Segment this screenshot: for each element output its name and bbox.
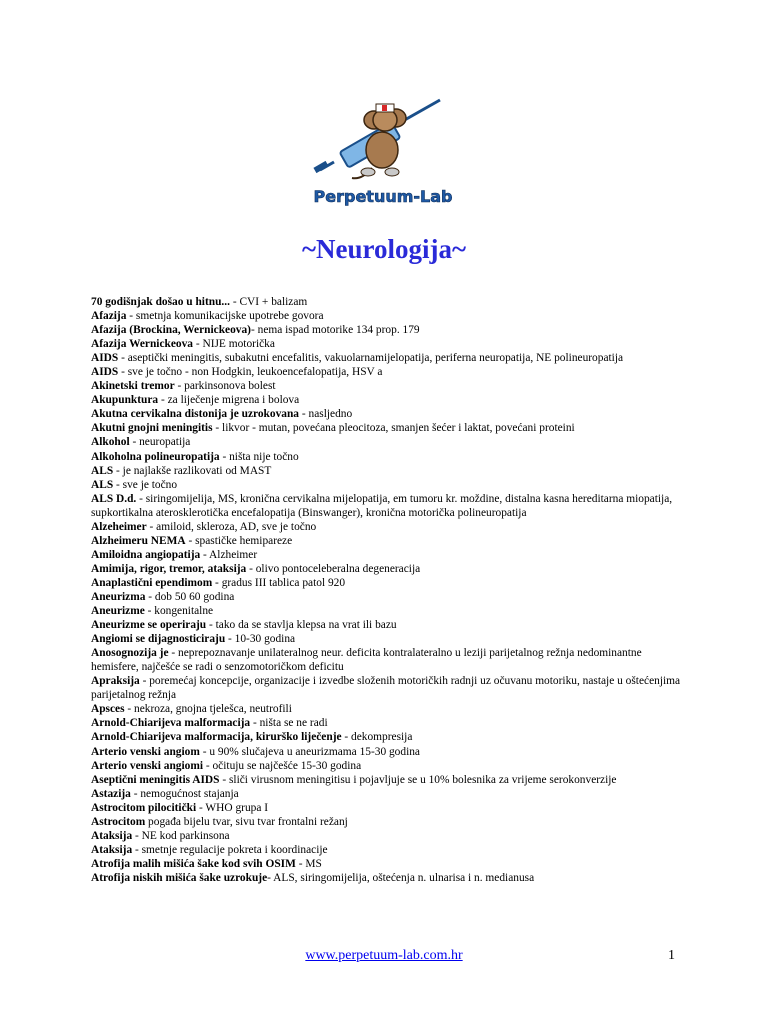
glossary-entry <box>91 450 691 464</box>
glossary-entry <box>91 309 691 323</box>
entry-term: Arnold-Chiarijeva malformacija <box>91 717 251 730</box>
entry-term: Akutni gnojni meningitis <box>91 422 213 435</box>
entry-term: Akupunktura <box>91 394 159 407</box>
entry-definition: - dekompresija <box>341 731 413 744</box>
entry-term: Amiloidna angiopatija <box>91 548 201 561</box>
entry-term: Atrofija malih mišića šake kod svih OSIM <box>91 857 296 870</box>
entry-term: Alkoholna polineuropatija <box>91 450 220 463</box>
entry-definition: - 10-30 godina <box>225 633 296 646</box>
glossary-entry <box>91 534 691 548</box>
entry-definition: pogađa bijelu tvar, sivu tvar frontalni režanj <box>145 815 348 828</box>
entry-term: ALS <box>91 464 114 477</box>
entry-definition: - NE kod parkinsona <box>132 829 230 842</box>
glossary-entry <box>91 857 691 871</box>
glossary-entry <box>91 351 691 365</box>
glossary-entry <box>91 773 691 787</box>
entry-definition: - za liječenje migrena i bolova <box>158 394 300 407</box>
entry-definition: - parkinsonova bolest <box>174 380 276 393</box>
glossary-entry <box>91 576 691 590</box>
entry-term: Ataksija <box>91 843 133 856</box>
entry-definition: - ništa nije točno <box>219 450 299 463</box>
entry-term: Apsces <box>91 703 125 716</box>
glossary-entry <box>91 492 691 520</box>
entry-definition: - ALS, siringomijelija, oštećenja n. ulnarisa i n. medianusa <box>267 871 535 884</box>
glossary-entry <box>91 478 691 492</box>
entry-term: ALS <box>91 478 114 491</box>
entry-definition: - gradus III tablica patol 920 <box>212 576 346 589</box>
glossary-entry <box>91 815 691 829</box>
entry-definition: - smetnja komunikacijske upotrebe govora <box>126 310 324 323</box>
entry-definition: - sve je točno - non Hodgkin, leukoencefalopatija, HSV a <box>118 366 383 379</box>
entry-definition: - nema ispad motorike 134 prop. 179 <box>250 324 420 337</box>
glossary-entry <box>91 365 691 379</box>
glossary-list <box>91 295 691 885</box>
glossary-entry <box>91 590 691 604</box>
glossary-entry <box>91 618 691 632</box>
glossary-entry <box>91 464 691 478</box>
entry-definition: - očituju se najčešće 15-30 godina <box>203 759 362 772</box>
entry-term: Astrocitom <box>91 815 146 828</box>
glossary-entry <box>91 674 691 702</box>
entry-term: Alzeheimer <box>91 520 147 533</box>
glossary-entry <box>91 702 691 716</box>
entry-term: Aseptični meningitis AIDS <box>91 773 220 786</box>
footer-website-link[interactable]: www.perpetuum-lab.com.hr <box>305 948 463 963</box>
entry-definition: - dob 50 60 godina <box>145 590 235 603</box>
entry-term: Aneurizma <box>91 590 146 603</box>
entry-definition: - neprepoznavanje unilateralnog neur. deficita kontralateralno u leziji parijetalnog režnja nedominantne hemisfere, najčešće se radi o senzomotoričkom deficitu <box>91 647 642 674</box>
entry-definition: - WHO grupa I <box>196 801 269 814</box>
entry-definition: - poremećaj koncepcije, organizacije i izvedbe složenih motoričkih radnji uz očuvanu motoriku, nastaje u oštećenjima parijetalnog režnja <box>91 675 681 702</box>
entry-definition: - tako da se stavlja klepsa na vrat ili bazu <box>206 619 397 632</box>
glossary-entry <box>91 604 691 618</box>
entry-term: Apraksija <box>91 675 140 688</box>
glossary-entry <box>91 435 691 449</box>
entry-definition: - aseptički meningitis, subakutni encefalitis, vakuolarnamijelopatija, periferna neuropatija, NE polineuropatija <box>118 352 624 365</box>
entry-definition: - likvor - mutan, povećana pleocitoza, smanjen šećer i laktat, povećani proteini <box>212 422 575 435</box>
entry-definition: - nemogućnost stajanja <box>130 787 239 800</box>
entry-term: Anaplastični ependimom <box>91 576 213 589</box>
glossary-entry <box>91 716 691 730</box>
entry-term: AIDS <box>91 352 119 365</box>
glossary-entry <box>91 548 691 562</box>
glossary-entry <box>91 421 691 435</box>
glossary-entry <box>91 787 691 801</box>
glossary-entry <box>91 646 691 674</box>
glossary-entry <box>91 745 691 759</box>
entry-definition: - spastičke hemipareze <box>185 534 293 547</box>
entry-term: Arterio venski angiom <box>91 745 200 758</box>
entry-term: Aneurizme se operiraju <box>91 619 207 632</box>
entry-definition: - olivo pontoceleberalna degeneracija <box>246 562 421 575</box>
glossary-entry <box>91 337 691 351</box>
entry-term: Alzheimeru NEMA <box>91 534 186 547</box>
entry-term: Ataksija <box>91 829 133 842</box>
entry-term: Akutna cervikalna distonija je uzrokovana <box>91 408 300 421</box>
entry-term: Aneurizme <box>91 605 145 618</box>
entry-definition: - smetnje regulacije pokreta i koordinacije <box>132 843 328 856</box>
entry-definition: - nasljedno <box>299 408 353 421</box>
entry-term: Afazija Wernickeova <box>91 338 193 351</box>
glossary-entry <box>91 562 691 576</box>
entry-term: Alkohol <box>91 436 130 449</box>
page-title: ~Neurologija~ <box>301 234 467 264</box>
glossary-entry <box>91 379 691 393</box>
entry-term: Anosognozija je <box>91 647 169 660</box>
glossary-entry <box>91 407 691 421</box>
entry-definition: - NIJE motorička <box>192 338 275 351</box>
glossary-entry <box>91 843 691 857</box>
entry-definition: - Alzheimer <box>200 548 258 561</box>
page-number: 1 <box>668 948 675 963</box>
entry-term: Akinetski tremor <box>91 380 175 393</box>
entry-term: Amimija, rigor, tremor, ataksija <box>91 562 247 575</box>
entry-definition: - nekroza, gnojna tjelešca, neutrofili <box>124 703 292 716</box>
entry-term: Afazija <box>91 310 127 323</box>
entry-term: 70 godišnjak došao u hitnu... <box>91 296 230 308</box>
entry-term: Atrofija niskih mišića šake uzrokuje <box>91 871 268 884</box>
entry-definition: - CVI + balizam <box>229 296 308 308</box>
glossary-entry <box>91 632 691 646</box>
glossary-entry <box>91 871 691 885</box>
perpetuum-lab-logo <box>312 84 454 212</box>
glossary-entry <box>91 801 691 815</box>
entry-term: Arterio venski angiomi <box>91 759 203 772</box>
entry-term: Astazija <box>91 787 131 800</box>
entry-definition: - u 90% slučajeva u aneurizmama 15-30 godina <box>199 745 420 758</box>
entry-definition: - MS <box>295 857 322 870</box>
entry-term: Angiomi se dijagnosticiraju <box>91 633 226 646</box>
glossary-entry <box>91 520 691 534</box>
entry-definition: - siringomijelija, MS, kronična cervikalna mijelopatija, em tumoru kr. moždine, distalna kasna hereditarna miopatija, supkortikalna aterosklerotička encefalopatija (Binswanger), kronična motorička polineuropatija <box>91 492 673 519</box>
glossary-entry <box>91 759 691 773</box>
entry-definition: - sve je točno <box>113 478 178 491</box>
glossary-entry <box>91 323 691 337</box>
entry-term: AIDS <box>91 366 119 379</box>
entry-term: ALS D.d. <box>91 492 137 505</box>
entry-definition: - je najlakše razlikovati od MAST <box>113 464 272 477</box>
entry-definition: - neuropatija <box>129 436 191 449</box>
entry-term: Arnold-Chiarijeva malformacija, kirurško liječenje <box>91 731 342 744</box>
entry-definition: - amiloid, skleroza, AD, sve je točno <box>146 520 317 533</box>
glossary-entry <box>91 295 691 309</box>
entry-definition: - kongenitalne <box>144 605 214 618</box>
entry-definition: - ništa se ne radi <box>250 717 328 730</box>
entry-definition: - sliči virusnom meningitisu i pojavljuje se u 10% bolesnika za vrijeme serokonverzije <box>219 773 617 786</box>
entry-term: Afazija (Brockina, Wernickeova) <box>91 324 251 337</box>
glossary-entry <box>91 730 691 744</box>
entry-term: Astrocitom pilocitički <box>91 801 197 814</box>
svg-text:Perpetuum-Lab: Perpetuum-Lab <box>313 187 453 206</box>
glossary-entry <box>91 393 691 407</box>
glossary-entry <box>91 829 691 843</box>
